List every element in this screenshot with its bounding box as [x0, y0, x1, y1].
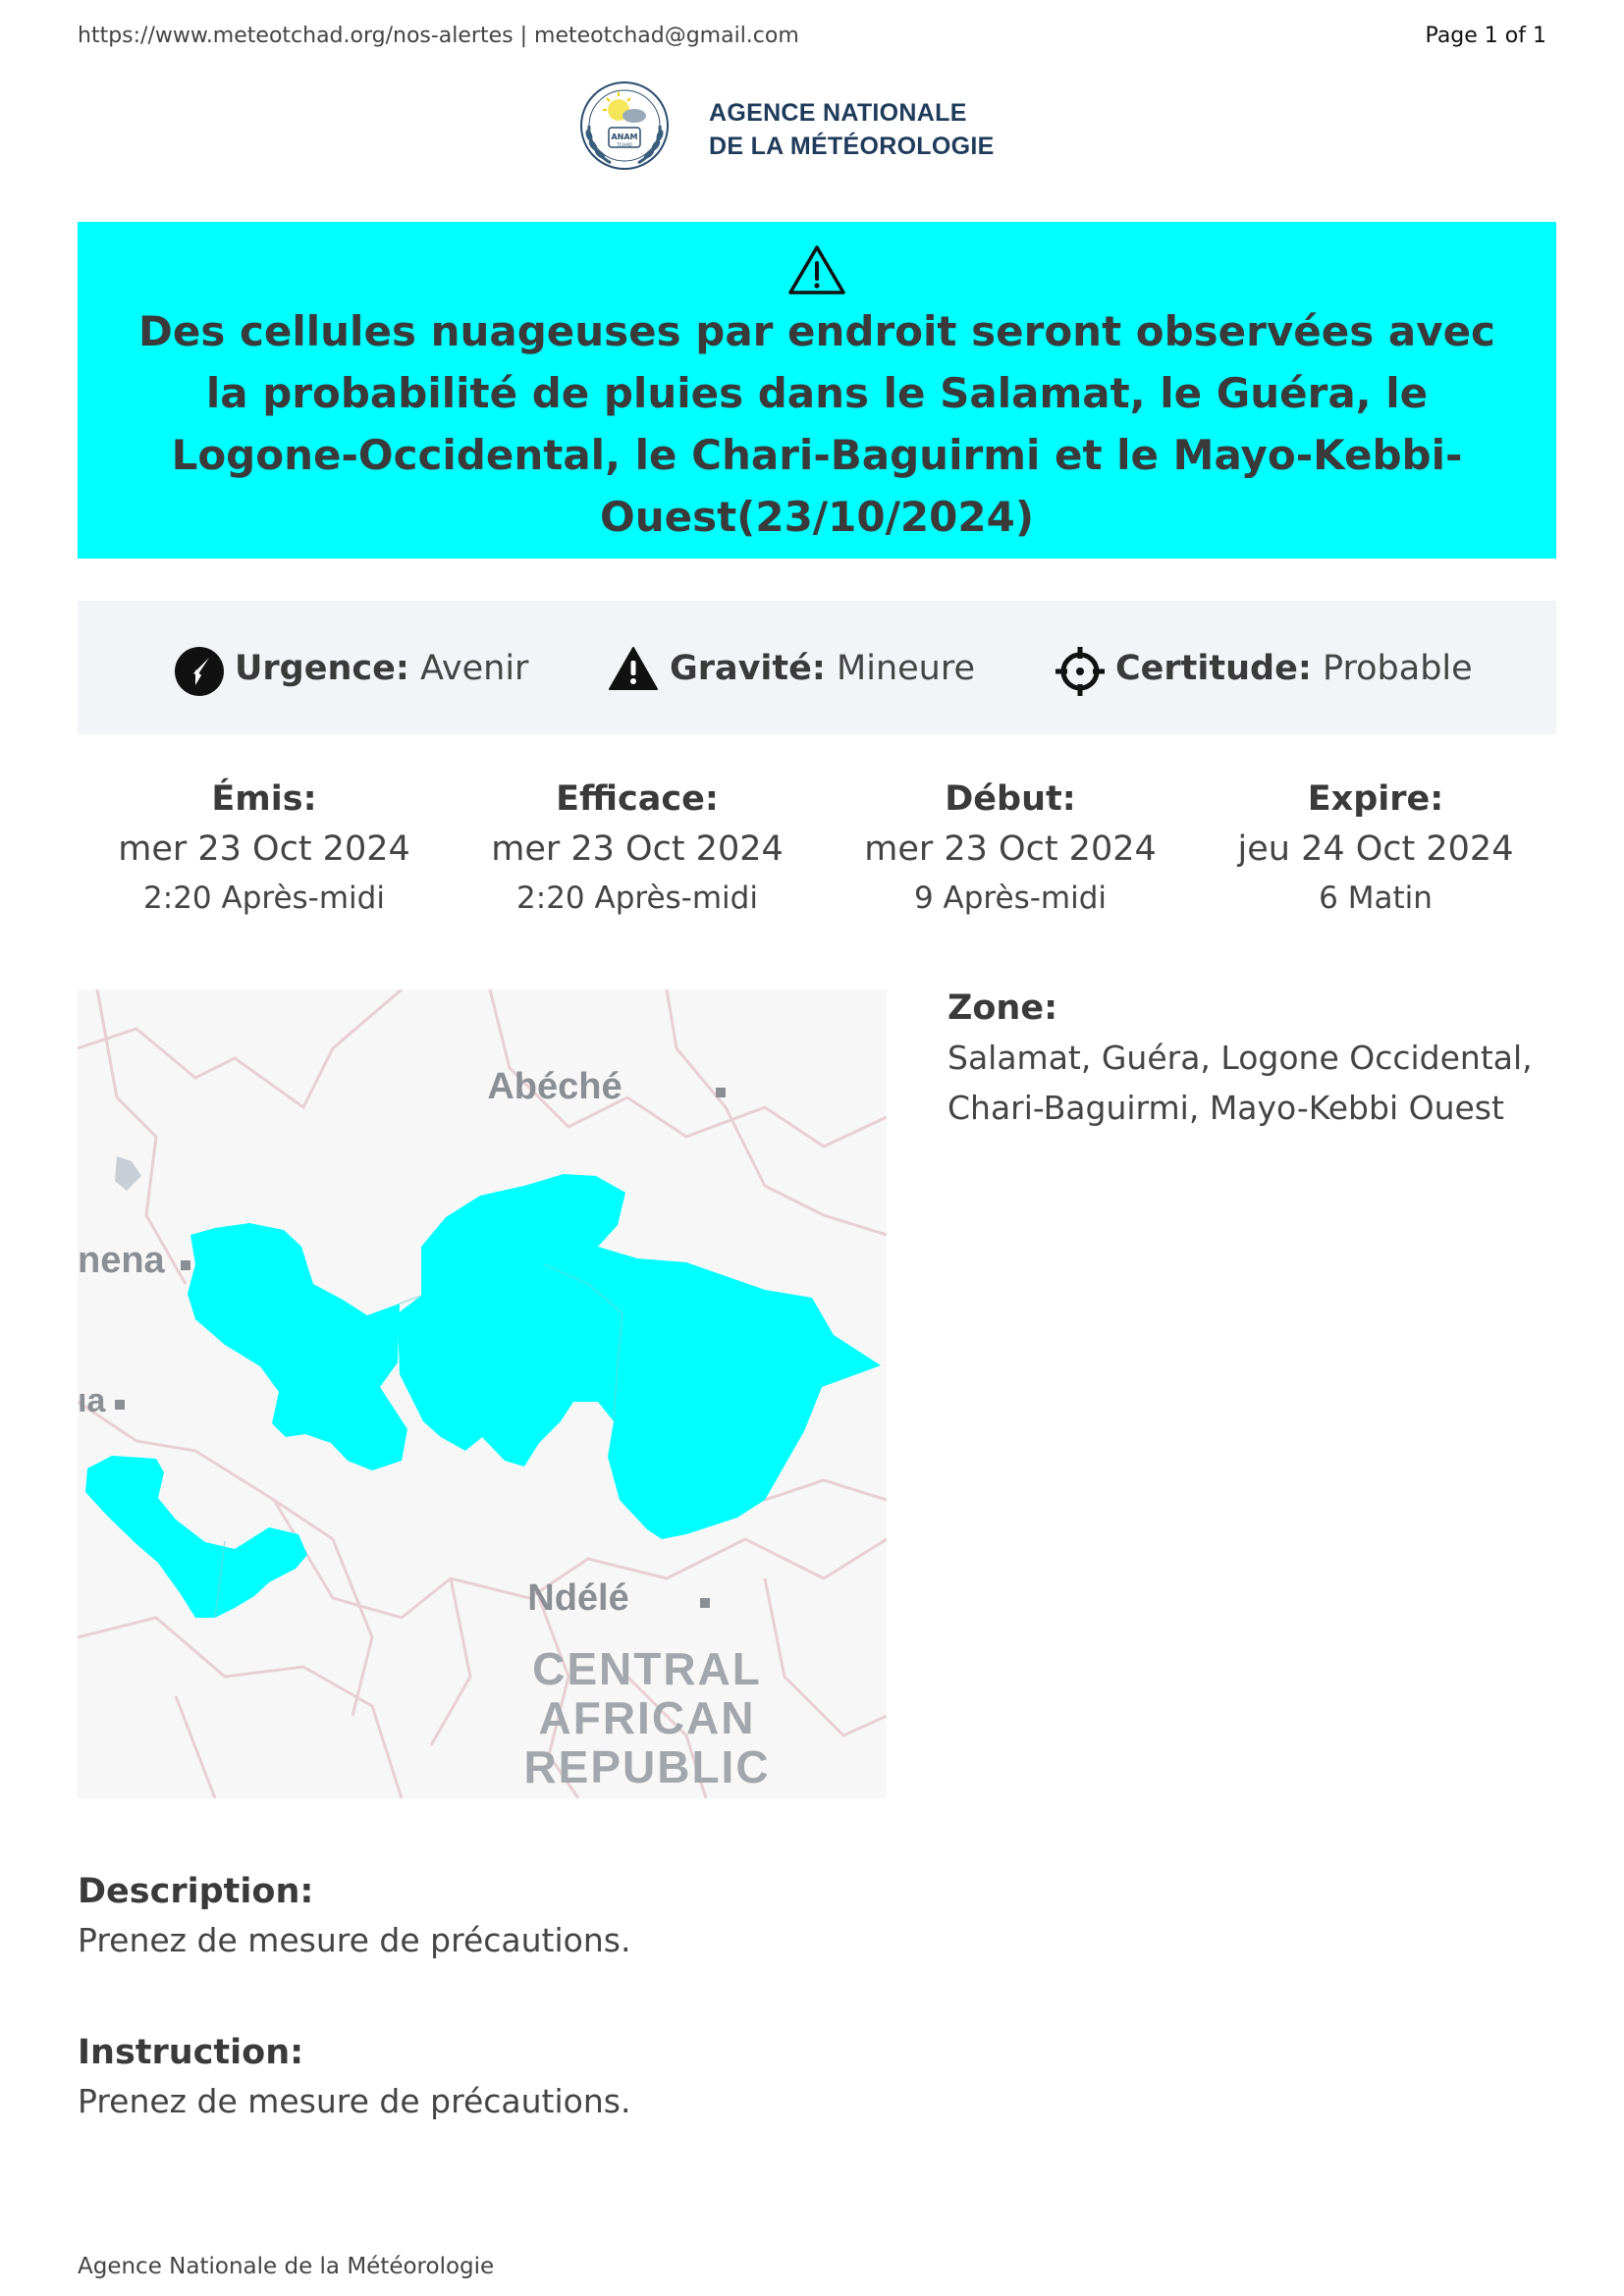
- map-label-country-2: AFRICAN: [538, 1692, 756, 1743]
- clock-icon: [174, 646, 225, 697]
- header-source: [78, 24, 799, 48]
- agency-name-line2: DE LA MÉTÉOROLOGIE: [709, 133, 995, 160]
- agency-brand: [575, 79, 1027, 177]
- map-label-ia: ıa: [78, 1382, 106, 1419]
- certainty-value: Probable: [1323, 649, 1473, 688]
- description-label: Description:: [78, 1872, 314, 1911]
- agency-name: [709, 96, 995, 163]
- warning-triangle-icon: [786, 243, 847, 296]
- alert-times: [78, 774, 1556, 921]
- map-label-country-3: REPUBLIC: [523, 1741, 771, 1792]
- page-header: [78, 24, 1546, 55]
- zone-label: Zone:: [947, 988, 1058, 1028]
- map-label-abeche: Abéché: [487, 1066, 623, 1107]
- time-label: Expire:: [1307, 779, 1444, 819]
- agency-name-line1: AGENCE NATIONALE: [709, 99, 967, 127]
- header-email[interactable]: | meteotchad@gmail.com: [513, 24, 799, 48]
- certainty-label: Certitude:: [1115, 649, 1312, 688]
- alert-banner: [78, 222, 1556, 559]
- urgency-label: Urgence:: [235, 649, 409, 688]
- crosshair-icon: [1055, 646, 1106, 697]
- severity-value: Mineure: [837, 649, 976, 688]
- anam-logo: [575, 80, 674, 175]
- time-label: Début:: [945, 779, 1076, 819]
- svg-text:ANAM: ANAM: [611, 133, 638, 141]
- time-expire: [1189, 774, 1562, 923]
- time-date: mer 23 Oct 2024: [864, 829, 1157, 869]
- alert-meta: [78, 601, 1556, 734]
- urgency-value: Avenir: [420, 649, 529, 688]
- time-efficace: [451, 774, 824, 923]
- page-number: Page 1 of 1: [1425, 24, 1546, 48]
- description-section: [78, 1867, 1256, 1965]
- map-label-ndele: Ndélé: [527, 1577, 629, 1619]
- time-date: jeu 24 Oct 2024: [1237, 829, 1514, 869]
- warning-filled-icon: [609, 646, 658, 691]
- header-url[interactable]: https://www.meteotchad.org/nos-alertes: [78, 24, 514, 48]
- time-label: Émis:: [211, 779, 317, 819]
- instruction-label: Instruction:: [78, 2033, 304, 2072]
- region-map: [78, 989, 887, 1798]
- alert-title: Des cellules nuageuses par endroit seront observées avec la probabilité de pluies dans le Salamat, le Guéra, le Logone-Occidental, le Chari-Baguirmi et le Mayo-Kebbi-Ouest(23/10/2024): [138, 307, 1495, 541]
- svg-text:TCHAD: TCHAD: [617, 143, 632, 148]
- time-date: mer 23 Oct 2024: [118, 829, 410, 869]
- time-date: mer 23 Oct 2024: [491, 829, 784, 869]
- description-value: Prenez de mesure de précautions.: [78, 1921, 631, 1959]
- time-emis: [78, 774, 451, 923]
- map-label-ndjamena: nena: [78, 1240, 165, 1281]
- instruction-section: [78, 2028, 1256, 2126]
- page-footer: Agence Nationale de la Météorologie: [78, 2254, 495, 2279]
- map-label-country-1: CENTRAL: [532, 1643, 762, 1694]
- instruction-value: Prenez de mesure de précautions.: [78, 2082, 631, 2120]
- time-hour: 6 Matin: [1319, 881, 1433, 916]
- severity-label: Gravité:: [670, 649, 826, 688]
- zone-section: [947, 984, 1576, 1133]
- time-hour: 2:20 Après-midi: [516, 881, 758, 916]
- zone-value: Salamat, Guéra, Logone Occidental, Chari-Baguirmi, Mayo-Kebbi Ouest: [947, 1039, 1533, 1127]
- time-hour: 2:20 Après-midi: [143, 881, 385, 916]
- time-debut: [824, 774, 1197, 923]
- time-hour: 9 Après-midi: [913, 881, 1108, 916]
- time-label: Efficace:: [556, 779, 719, 819]
- alert-map[interactable]: [78, 989, 887, 1798]
